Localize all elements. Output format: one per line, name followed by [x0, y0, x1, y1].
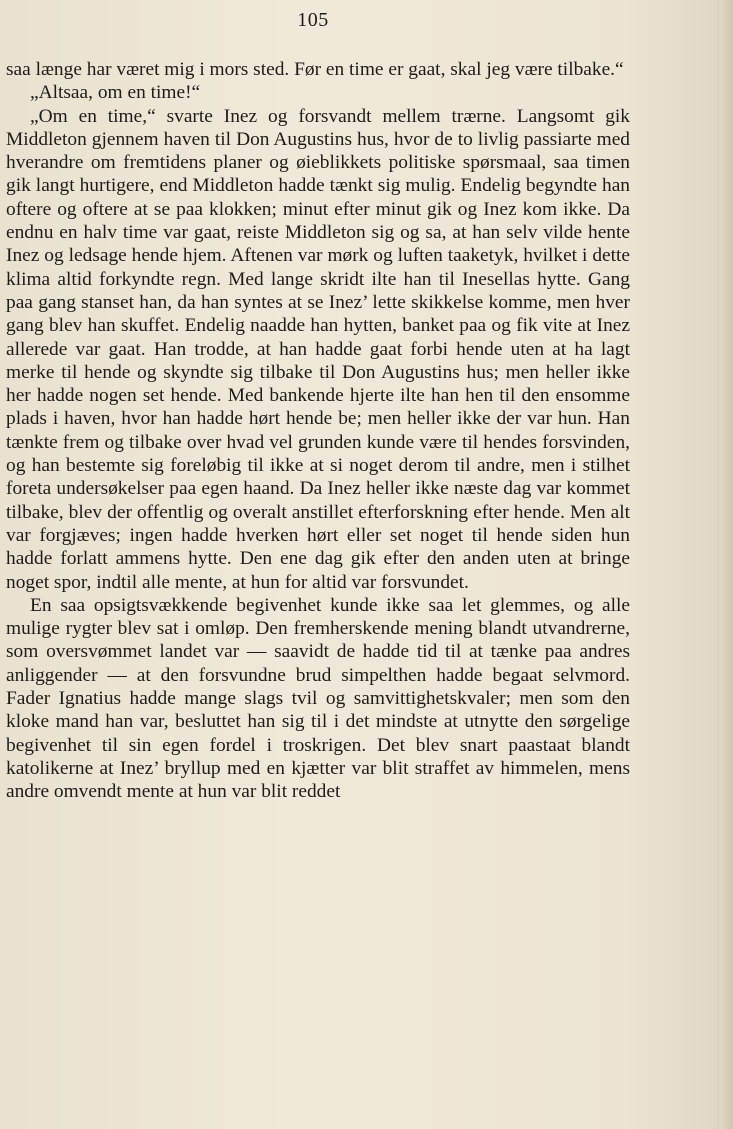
paragraph: En saa opsigtsvækkende begivenhet kunde ikke saa let glemmes, og alle mulige rygter blev sat i omløp. Den fremherskende mening blandt utvandrerne, som oversvømmet landet var — saavidt de hadde tid til at tænke paa andres anliggender — at den forsvundne brud simpelthen hadde begaat selvmord. Fader Ignatius hadde mange slags tvil og samvittighetskvaler; men som den kloke mand han var, besluttet han sig til i det mindste at utnytte den sørgelige begivenhet til sin egen fordel i troskrigen. Det blev snart paastaat blandt katolikerne at Inez’ bryllup med en kjætter var blit straffet av himmelen, mens andre omvendt mente at hun var blit reddet [6, 594, 630, 803]
paragraph: „Altsaa, om en time!“ [30, 82, 201, 104]
body-text [6, 58, 630, 804]
page-number: 105 [297, 9, 329, 31]
paragraph: saa længe har været mig i mors sted. Før en time er gaat, skal jeg være tilbake.“ [6, 59, 624, 80]
paragraph: „Om en time,“ svarte Inez og forsvandt mellem trærne. Langsomt gik Middleton gjennem haven til Don Augustins hus, hvor de to livlig passiarte med hverandre om fremtidens planer og øieblikkets politiske spørsmaal, saa timen gik langt hurtigere, end Middleton hadde tænkt sig mulig. Endelig begyndte han oftere og oftere at se paa klokken; minut efter minut gik og Inez kom ikke. Da endnu en halv time var gaat, reiste Middleton sig og sa, at han selv vilde hente Inez og ledsage hende hjem. Aftenen var mørk og luften taaketyk, hvilket i dette klima altid forkyndte regn. Med lange skridt ilte han til Inesellas hytte. Gang paa gang stanset han, da han syntes at se Inez’ lette skikkelse komme, men hver gang blev han skuffet. Endelig naadde han hytten, banket paa og fik vite at Inez allerede var gaat. Han trodde, at han hadde gaat forbi hende uten at ha lagt merke til hende og skyndte sig tilbake til Don Augustins hus; men heller ikke her hadde nogen set hende. Med bankende hjerte ilte han hen til den ensomme plads i haven, hvor han hadde hørt hende be; men heller ikke der var hun. Han tænkte frem og tilbake over hvad vel grunden kunde være til hendes forsvinden, og han bestemte sig foreløbig til ikke at si noget derom til andre, men i stilhet foreta undersøkelser paa egen haand. Da Inez heller ikke næste dag var kommet tilbake, blev der offentlig og overalt anstillet efterforskning efter hende. Men alt var forgjæves; ingen hadde hverken hørt eller set noget til hende siden hun hadde forlatt ammens hytte. Den ene dag gik efter den anden uten at bringe noget spor, indtil alle mente, at hun for altid var forsvundet. [6, 105, 630, 593]
page-edge [718, 0, 733, 1129]
